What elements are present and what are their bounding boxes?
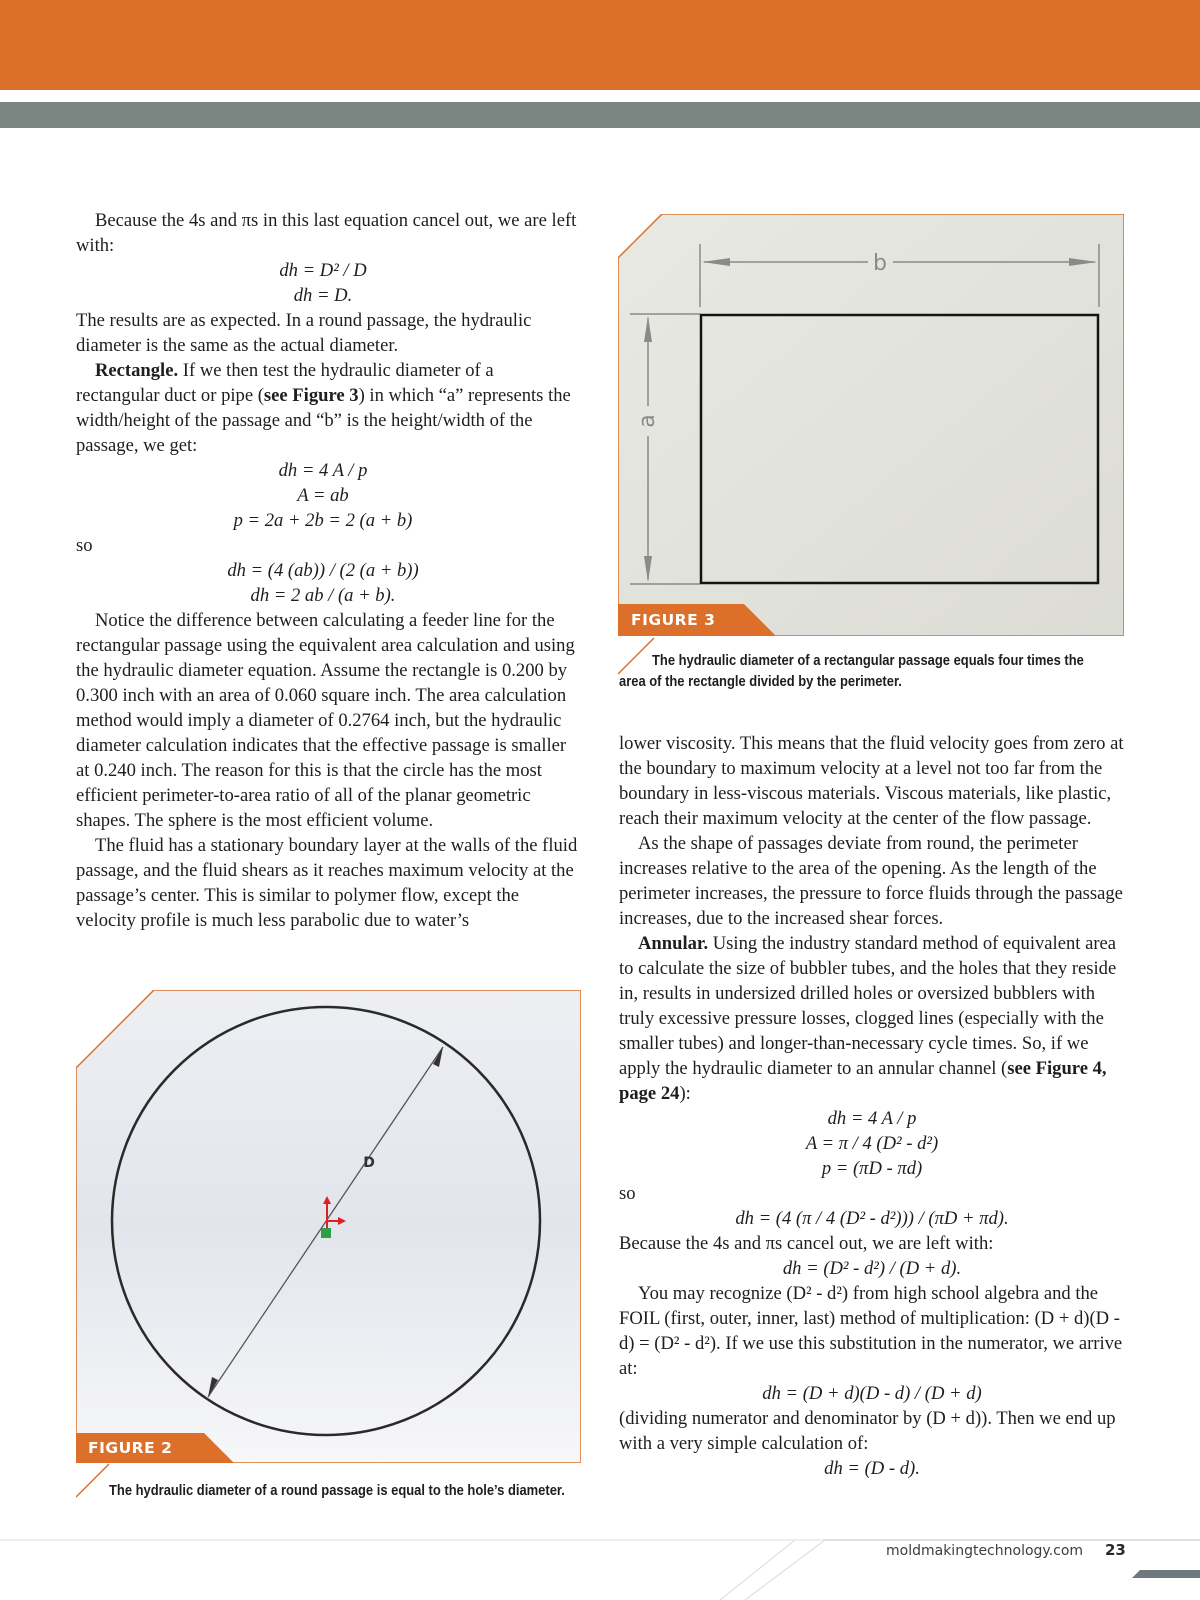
equation: p = 2a + 2b = 2 (a + b) — [233, 510, 413, 531]
equation: dh = (D² - d²) / (D + d). — [782, 1258, 962, 1279]
figure-3-caption-line-2: area of the rectangle divided by the perimeter. — [619, 674, 902, 690]
header-gray-band — [0, 102, 1200, 128]
equation: dh = D² / D — [279, 260, 367, 281]
equation: dh = (D - d). — [824, 1458, 920, 1479]
paragraph: The fluid has a stationary boundary layer at the walls of the fluid passage, and the fluid shears as it reaches maximum velocity at the passage’s center. This is similar to polymer flow, except the velocity profile is much less parabolic due to water’s — [76, 835, 578, 931]
figure-3-caption-line-1: The hydraulic diameter of a rectangular passage equals four times the — [652, 653, 1084, 669]
origin-marker-icon — [321, 1228, 331, 1238]
equation: dh = (4 (π / 4 (D² - d²))) / (πD + πd). — [735, 1208, 1009, 1229]
section-heading-annular: Annular. — [638, 933, 709, 954]
paragraph: As the shape of passages deviate from round, the perimeter increases relative to the area of the opening. As the length of the perimeter increases, the pressure to force fluids through the passage increases, due to the increased shear forces. — [619, 833, 1123, 929]
footer-decoration — [0, 1530, 1200, 1600]
paragraph: lower viscosity. This means that the fluid velocity goes from zero at the boundary to maximum velocity at a level not too far from the boundary in less-viscous materials. Viscous materials, like plastic, reach their maximum velocity at the center of the flow passage. — [619, 733, 1124, 829]
right-column — [619, 731, 1125, 1481]
equation: dh = (D + d)(D - d) / (D + d) — [762, 1383, 982, 1404]
paragraph: The results are as expected. In a round passage, the hydraulic diameter is the same as the actual diameter. — [76, 310, 532, 356]
figure-2-label: FIGURE 2 — [88, 1439, 173, 1457]
equation: dh = (4 (ab)) / (2 (a + b)) — [227, 560, 419, 581]
paragraph: so — [619, 1183, 636, 1204]
paragraph: Rectangle. If we then test the hydraulic diameter of a rectangular duct or pipe (see Figure 3) in which “a” represents the width/height of the passage and “b” is the height/width of the passage, we get: — [76, 360, 571, 456]
equation: dh = D. — [293, 285, 353, 306]
paragraph: Because the 4s and πs in this last equation cancel out, we are left with: — [76, 210, 577, 256]
equation: dh = 2 ab / (a + b). — [250, 585, 396, 606]
figure-2 — [76, 990, 581, 1463]
figure-reference: see Figure 3 — [263, 385, 359, 406]
equation: p = (πD - πd) — [821, 1158, 923, 1179]
paragraph: Because the 4s and πs cancel out, we are left with: — [619, 1233, 994, 1254]
figure-3-label: FIGURE 3 — [631, 611, 716, 629]
paragraph: You may recognize (D² - d²) from high school algebra and the FOIL (first, outer, inner, last) method of multiplication: (D + d)(D - d) = (D² - d²). If we use this substitution in the numerator, we arrive at: — [619, 1283, 1123, 1379]
left-column — [76, 208, 578, 933]
header-orange-band — [0, 0, 1200, 90]
dimension-d-label: D — [363, 1155, 375, 1171]
figure-2-caption: The hydraulic diameter of a round passage is equal to the hole’s diameter. — [109, 1483, 565, 1499]
footer-url: moldmakingtechnology.com — [886, 1543, 1084, 1559]
page-number: 23 — [1105, 1541, 1126, 1559]
paragraph: Annular. Using the industry standard method of equivalent area to calculate the size of bubbler tubes, and the holes that they reside in, results in undersized drilled holes or oversized bubblers with truly excessive pressure losses, clogged lines (especially with the smaller tubes) and longer-than-necessary cycle times. So, if we apply the hydraulic diameter to an annular channel (see Figure 4, page 24): — [619, 933, 1117, 1104]
equation: A = π / 4 (D² - d²) — [805, 1133, 939, 1154]
paragraph: so — [76, 535, 93, 556]
figure-reference: see Figure 4, page 24 — [619, 1058, 1107, 1104]
figure-3-drawing — [618, 214, 1124, 636]
figure-2-drawing — [76, 990, 581, 1463]
equation: A = ab — [297, 485, 349, 506]
equation: dh = 4 A / p — [827, 1108, 917, 1129]
figure-3 — [618, 214, 1124, 636]
dimension-b-label: b — [873, 251, 887, 276]
figure-2-caption-slash — [76, 1463, 112, 1499]
section-heading-rectangle: Rectangle. — [95, 360, 179, 381]
footer-bar-icon — [1132, 1570, 1200, 1578]
paragraph: Notice the difference between calculating a feeder line for the rectangular passage using the equivalent area calculation and using the hydraulic diameter equation. Assume the rectangle is 0.200 by 0.300 inch with an area of 0.060 square inch. The area calculation method would imply a diameter of 0.2764 inch, but the hydraulic diameter calculation indicates that the effective passage is smaller at 0.240 inch. The reason for this is that the circle has the most efficient perimeter-to-area ratio of all of the planar geometric shapes. The sphere is the most efficient volume. — [76, 610, 575, 831]
equation: dh = 4 A / p — [278, 460, 368, 481]
paragraph: (dividing numerator and denominator by (D + d)). Then we end up with a very simple calculation of: — [619, 1408, 1116, 1454]
figure-3-frame — [618, 214, 1124, 636]
dimension-a-label: a — [635, 414, 660, 428]
figure-2-frame — [76, 990, 581, 1463]
